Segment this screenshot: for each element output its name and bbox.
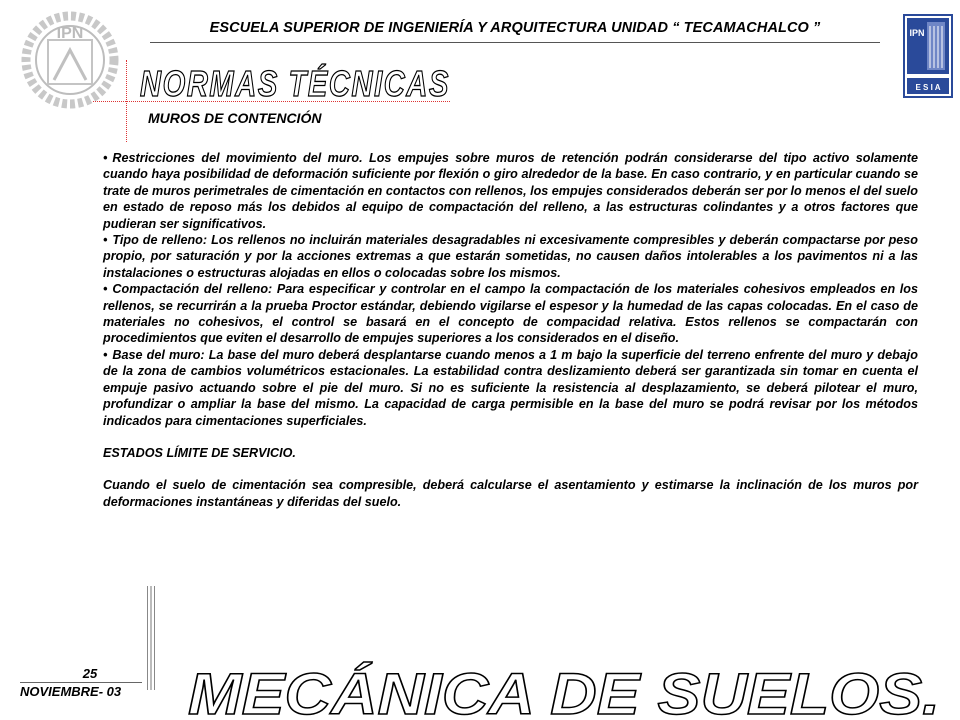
paragraph-base-muro: • Base del muro: La base del muro deberá desplantarse cuando menos a 1 m bajo la superficie del terreno enfrente del muro y debajo de la zona de cambios volumétricos estacionales. La estabilidad contra deslizamiento deberá ser garantizada sin tomar en cuenta el empuje pasivo actuando sobre el pie del muro. Si no es suficiente la resistencia al desplazamiento, se deberá pilotear el muro, profundizar o ampliar la base del mismo. La capacidad de carga permisible en la base del muro se podrá revisar por los métodos indicados para cimentaciones superficiales. — [103, 347, 918, 429]
section-title-text: NORMAS TÉCNICAS — [140, 63, 450, 104]
paragraph-tipo-relleno: • Tipo de relleno: Los rellenos no incluirán materiales desagradables ni excesivamente compresibles y deberán compactarse por peso propio, por saturación y por la acciones extremas a que estarán sometidas, no causen daños intolerables a los pavimentos ni a las instalaciones o estructuras alojadas en ellos o colocadas sobre los mismos. — [103, 232, 918, 281]
divider-vertical — [147, 586, 148, 690]
footer-title — [180, 662, 950, 720]
footer-date: NOVIEMBRE- 03 — [20, 684, 122, 699]
header-rule — [150, 42, 880, 43]
divider-vertical — [154, 586, 155, 690]
heading-estados-limite: ESTADOS LÍMITE DE SERVICIO. — [103, 445, 296, 460]
page-number: 25 — [82, 666, 98, 681]
ipn-logo-text: IPN — [56, 25, 84, 42]
footer-title-text: MECÁNICA DE SUELOS. — [188, 662, 940, 720]
spacer — [103, 461, 918, 477]
paragraph-compactacion: • Compactación del relleno: Para especificar y controlar en el campo la compactación de los materiales cohesivos empleados en los rellenos, se recurrirán a la prueba Proctor estándar, debiendo vigilarse el espesor y la humedad de las capas colocadas. En el caso de materiales no cohesivos, el control se basará en el concepto de compacidad relativa. Estos rellenos se compactarán con procedimientos que eviten el desarrollo de empujes superiores a los considerados en el diseño. — [103, 281, 918, 347]
section-title — [136, 62, 456, 102]
divider-vertical — [150, 586, 152, 690]
paragraph-restricciones: • Restricciones del movimiento del muro. Los empujes sobre muros de retención podrán considerarse del tipo activo solamente cuando haya posibilidad de deformación suficiente por flexión o giro alrededor de la base. En caso contrario, y en particular cuando se trate de muros perimetrales de cimentación en contactos con rellenos, los empujes considerados deberán ser por lo menos el del suelo en estado de reposo más los debidos al equipo de compactación del relleno, a las estructuras colindantes y a otros factores que pudieran ser significativos. — [103, 150, 918, 232]
subheading: MUROS DE CONTENCIÓN — [148, 110, 322, 126]
paragraph-asentamiento: Cuando el suelo de cimentación sea compresible, deberá calcularse el asentamiento y estimarse la inclinación de los muros por deformaciones instantáneas y diferidas del suelo. — [103, 478, 918, 509]
spacer — [103, 429, 918, 445]
school-header: ESCUELA SUPERIOR DE INGENIERÍA Y ARQUITECTURA UNIDAD “ TECAMACHALCO ” — [209, 20, 821, 36]
body-text — [103, 150, 918, 510]
footer-rule — [20, 682, 142, 683]
esia-logo — [903, 14, 953, 98]
esia-logo-ipn-text: IPN — [909, 28, 925, 38]
esia-logo-text: E S I A — [915, 83, 941, 92]
ipn-logo — [20, 10, 120, 110]
